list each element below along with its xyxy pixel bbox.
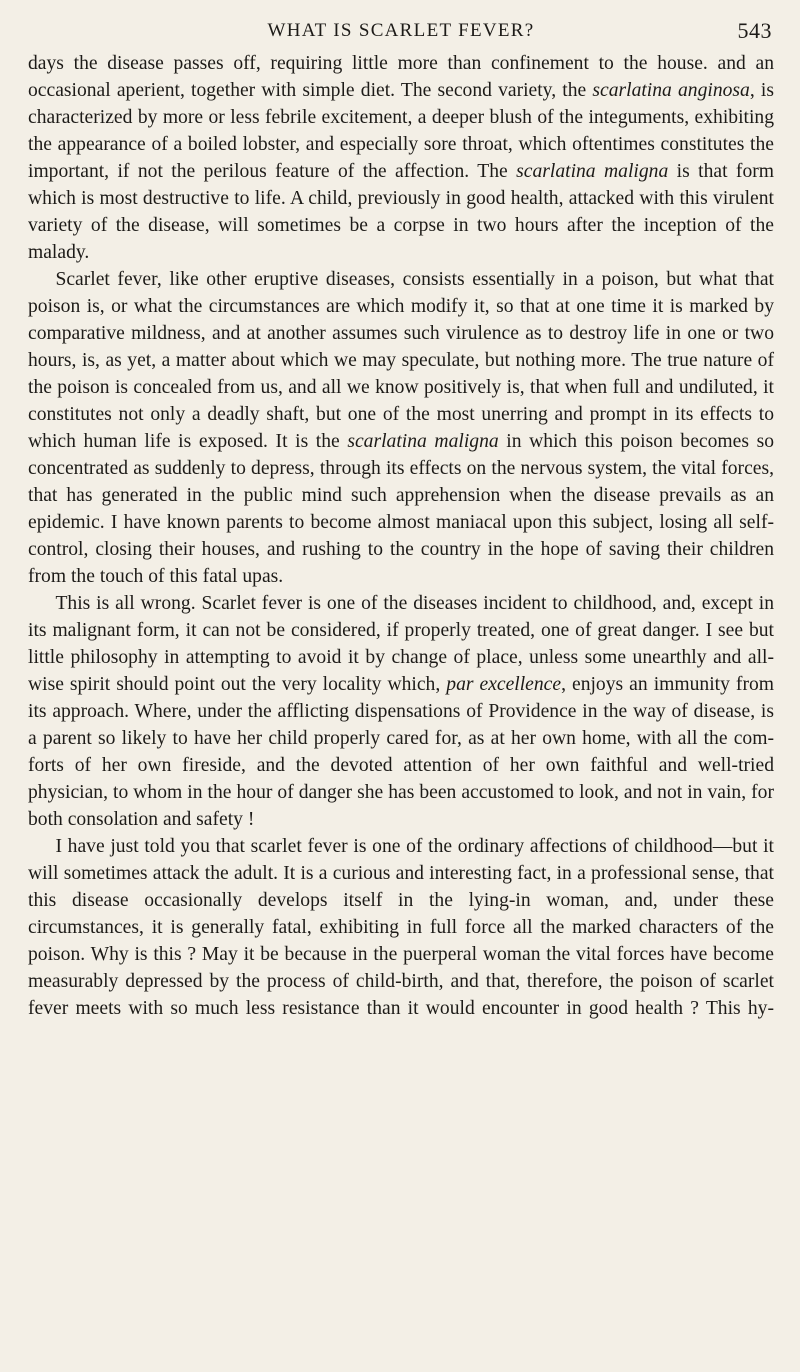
paragraph-3-italic-1: par excellence bbox=[446, 674, 562, 695]
running-title: WHAT IS SCARLET FEVER? bbox=[267, 20, 535, 41]
body-text bbox=[28, 50, 774, 1022]
paragraph-2-text-1: Scarlet fever, like other eruptive diseases, consists essentially in a poison, but what that poison is, or what the circumstances are which modify it, so that at one time it is marked by comparative mildness, and at another assumes such virulence as to destroy life in one or two hours, is, as yet, a matter about which we may speculate, but nothing more. The true nature of the poison is concealed from us, and all we know positively is, that when full and undiluted, it constitutes not only a deadly shaft, but one of the most unerring and prompt in its effects to which human life is exposed. It is the bbox=[28, 269, 774, 452]
paragraph-1 bbox=[28, 50, 774, 266]
paragraph-2-italic-1: scarlatina maligna bbox=[347, 431, 499, 452]
paragraph-3 bbox=[28, 590, 774, 833]
paragraph-4 bbox=[28, 833, 774, 1022]
paragraph-1-italic-1: scarlatina anginosa bbox=[592, 80, 750, 101]
paragraph-2 bbox=[28, 266, 774, 590]
page-number: 543 bbox=[737, 18, 772, 43]
paragraph-2-text-2: in which this poison becomes so concentrated as suddenly to depress, through its effects on the nervous system, the vital forces, that has generated in the public mind such apprehension when the disease prevails as an epidemic. I have known parents to become almost maniacal upon this subject, losing all self-control, closing their houses, and rushing to the country in the hope of saving their children from the touch of this fatal upas. bbox=[28, 431, 774, 587]
paragraph-3-text-1: This is all wrong. Scarlet fever is one of the diseases incident to childhood, and, except in its malignant form, it can not be considered, if properly treated, one of great danger. I see but little philosophy in attempting to avoid it by change of place, unless some unearthly and all-wise spirit should point out the very locality which, bbox=[28, 593, 774, 695]
paragraph-1-text-1: days the disease passes off, requiring little more than confinement to the house. and an occasional aperient, together with simple diet. The second variety, the bbox=[28, 53, 774, 101]
running-header bbox=[28, 14, 774, 48]
paragraph-1-text-2: , is characterized by more or less febrile excitement, a deeper blush of the integuments, exhibiting the appearance of a boiled lobster, and especially sore throat, which oftentimes constitutes the important, if not the perilous feature of the affection. The bbox=[28, 80, 774, 182]
paragraph-4-text-1: I have just told you that scarlet fever is one of the ordinary affections of childhood—but it will sometimes attack the adult. It is a curious and interesting fact, in a professional sense, that this disease occasionally develops itself in the lying-in woman, and, under these circumstances, it is generally fatal, exhibiting in full force all the marked characters of the poison. Why is this ? May it be because in the puerperal woman the vital forces have become measurably depressed by the process of child-birth, and that, therefore, the poison of scarlet fever meets with so much less resistance than it would encounter in good health ? This hy- bbox=[28, 836, 774, 1019]
paragraph-1-text-3: is that form which is most destructive to life. A child, previously in good health, attacked with this virulent variety of the disease, will sometimes be a corpse in two hours after the inception of the malady. bbox=[28, 161, 775, 263]
paragraph-3-text-2: , enjoys an immunity from its approach. Where, under the afflicting dispensations of Providence in the way of disease, is a parent so likely to have her child properly cared for, as at her own home, with all the comforts of her own fireside, and the devoted attention of her own faithful and well-tried physician, to whom in the hour of danger she has been accustomed to look, and not in vain, for both consolation and safety ! bbox=[28, 674, 775, 830]
paragraph-1-italic-2: scarlatina maligna bbox=[516, 161, 669, 182]
